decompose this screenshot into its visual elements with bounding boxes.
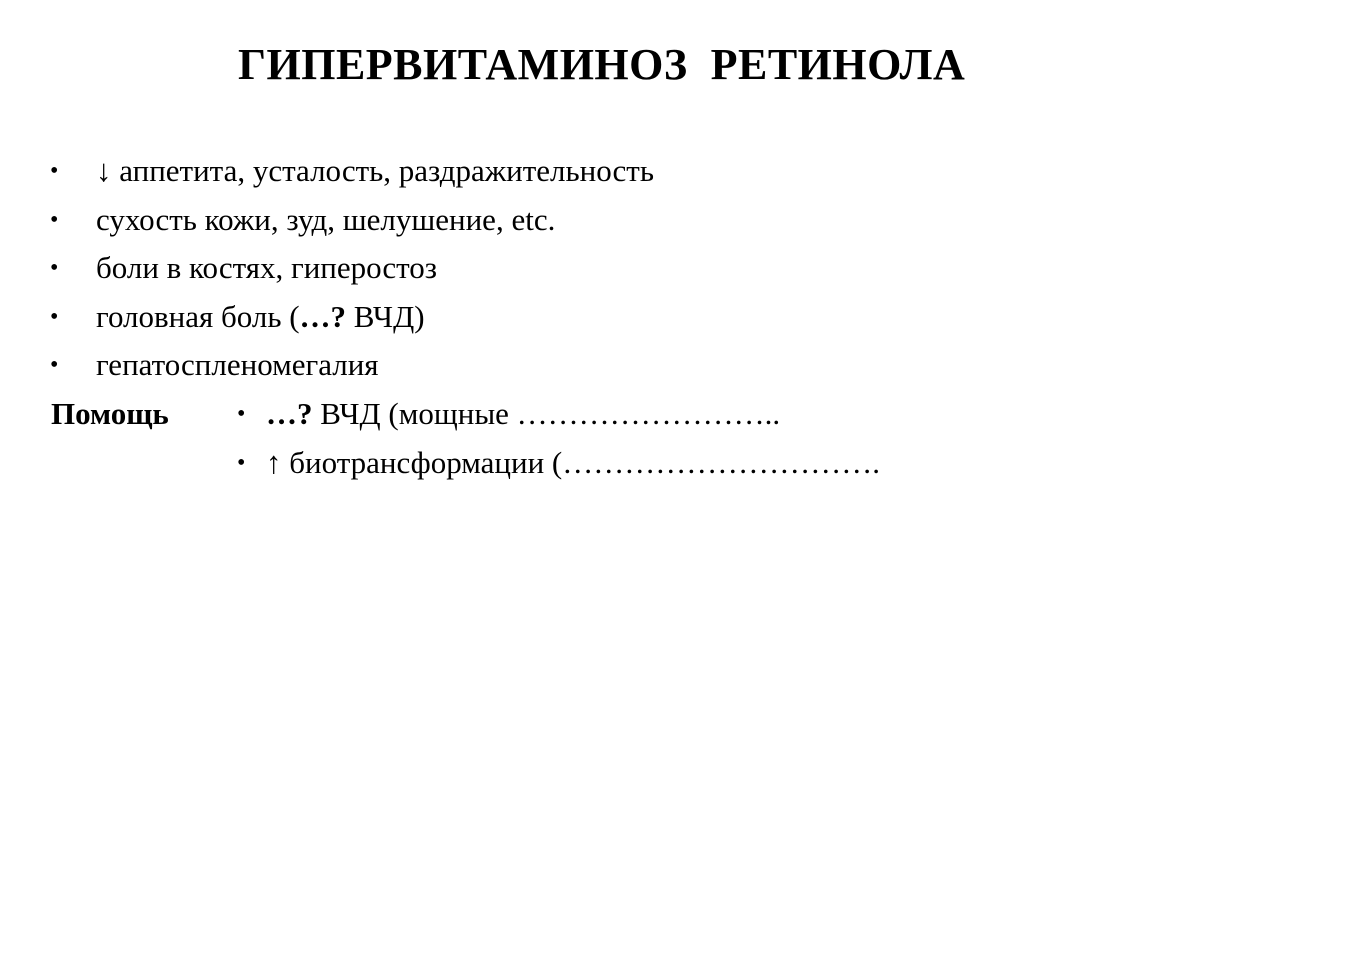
text-emphasis: …? (266, 396, 313, 431)
bullet: • (50, 158, 59, 184)
list-item-text: ↓ аппетита, усталость, раздражительность (96, 153, 654, 188)
bullet: • (50, 352, 59, 379)
list-item-text: сухость кожи, зуд, шелушение, etc. (96, 201, 556, 237)
bullet: • (50, 255, 59, 282)
list-item-text (96, 295, 425, 339)
bullet: • (50, 206, 59, 233)
help-label: Помощь (51, 396, 169, 431)
text-emphasis: …? (299, 298, 347, 334)
text-prefix: головная боль ( (96, 298, 300, 334)
page-title: ГИПЕРВИТАМИНОЗ РЕТИНОЛА (238, 40, 966, 89)
list-item-text: ↑ биотрансформации (…………………………. (266, 444, 880, 480)
list-item-text: гепатоспленомегалия (96, 347, 379, 383)
text-suffix: ВЧД (мощные …………………….. (312, 396, 781, 431)
list-item-text: боли в костях, гиперостоз (96, 250, 438, 286)
bullet: • (237, 449, 246, 476)
text-suffix: ВЧД) (346, 298, 425, 334)
bullet: • (237, 401, 246, 427)
list-item-text (266, 392, 780, 436)
bullet: • (50, 303, 59, 330)
